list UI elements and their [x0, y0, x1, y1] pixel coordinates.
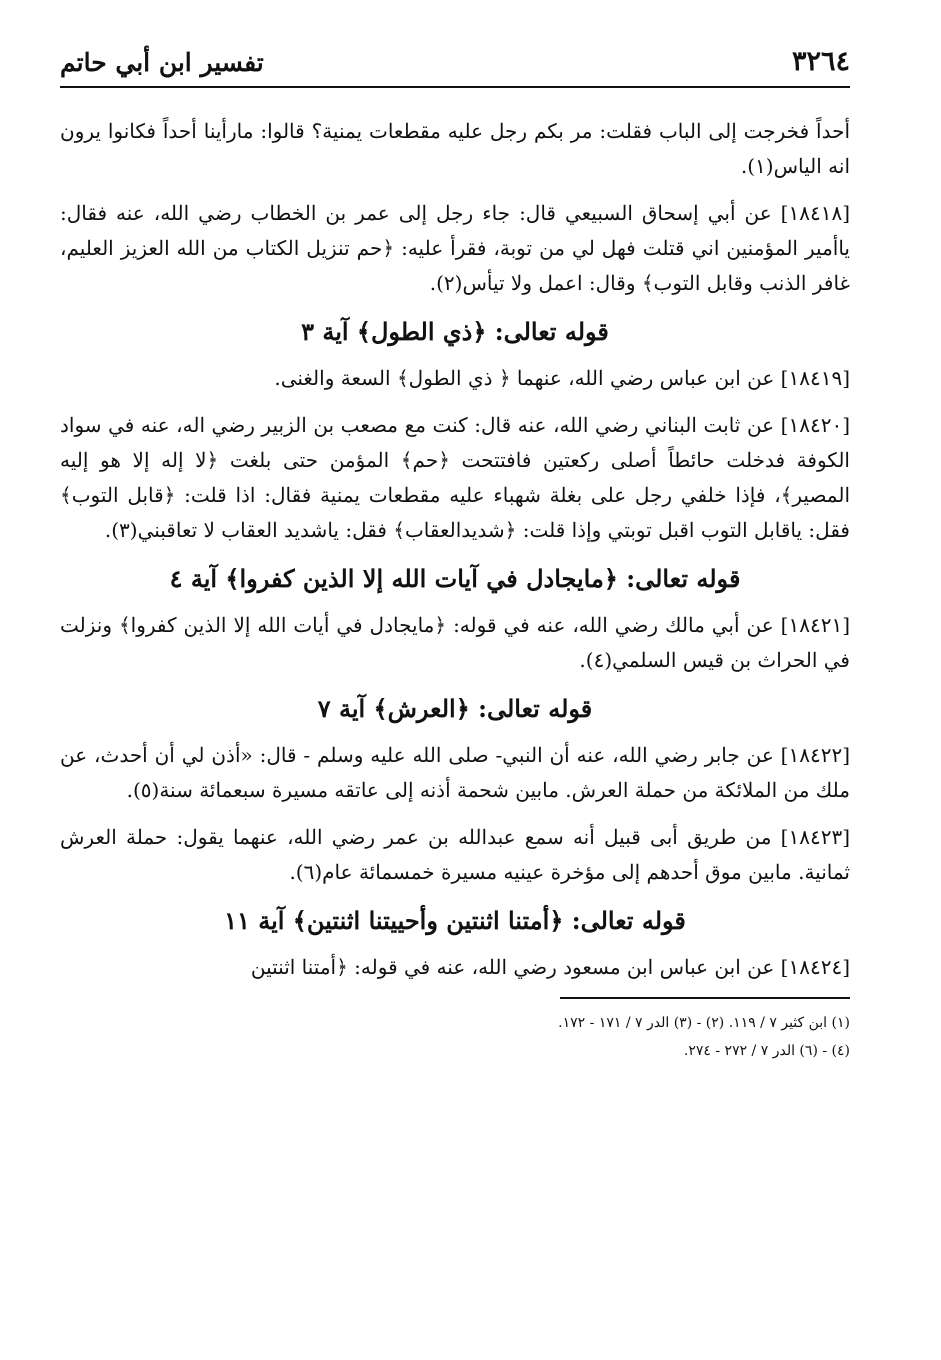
page — [60, 40, 850, 1065]
paragraph: [١٨٤١٨] عن أبي إسحاق السبيعي قال: جاء رجل إلى عمر بن الخطاب رضي الله، عنه فقال: ياأمير المؤمنين اني قتلت فهل لي من توبة، فقرأ عليه: ﴿حم تنزيل الكتاب من الله العزيز العليم، غافر الذنب وقابل التوب﴾ وقال: اعمل ولا تيأس(٢). — [60, 201, 850, 295]
paragraph: [١٨٤٢٣] من طريق أبى قبيل أنه سمع عبدالله بن عمر رضي الله، عنهما يقول: حملة العرش ثمانية. مابين موق أحدهم إلى مؤخرة عينيه مسيرة خمسمائة عام(٦). — [60, 825, 850, 884]
paragraph: [١٨٤٢٢] عن جابر رضي الله، عنه أن النبي- صلى الله عليه وسلم - قال: «أذن لي أن أحدث، عن ملك من الملائكة من حملة العرش. مابين شحمة أذنه إلى عاتقه مسيرة سبعمائة سنة(٥). — [60, 743, 850, 802]
footnotes — [60, 1009, 850, 1065]
paragraph: أحداً فخرجت إلى الباب فقلت: مر بكم رجل عليه مقطعات يمنية؟ قالوا: مارأينا أحداً فكانوا يرون انه الياس(١). — [60, 119, 850, 178]
section-heading: قوله تعالى: ﴿مايجادل في آيات الله إلا الذين كفروا﴾ آية ٤ — [169, 564, 741, 593]
footnote-line: (١) ابن كثير ٧ / ١١٩. (٢) - (٣) الدر ٧ / ١٧١ - ١٧٢. — [558, 1015, 850, 1031]
page-header — [60, 40, 850, 90]
section-heading: قوله تعالى: ﴿أمتنا اثنتين وأحييتنا اثنتين﴾ آية ١١ — [224, 906, 686, 935]
paragraph: [١٨٤٢٤] عن ابن عباس ابن مسعود رضي الله، عنه في قوله: ﴿أمتنا اثنتين — [250, 955, 850, 979]
paragraph: [١٨٤٢٠] عن ثابت البناني رضي الله، عنه قال: كنت مع مصعب بن الزبير رضي اله، عنه في سواد الكوفة فدخلت حائطاً أصلى ركعتين فافتتحت ﴿حم﴾ المؤمن حتى بلغت ﴿لا إله إلا هو إليه المصير﴾، فإذا خلفي رجل على بغلة شهباء عليه مقطعات يمنية فقال: اذا قلت: ﴿قابل التوب﴾ فقل: ياقابل التوب اقبل توبتي وإذا قلت: ﴿شديدالعقاب﴾ فقل: ياشديد العقاب لا تعاقبني(٣). — [60, 413, 850, 542]
paragraph: [١٨٤١٩] عن ابن عباس رضي الله، عنهما ﴿ ذي الطول﴾ السعة والغنى. — [274, 366, 850, 390]
page-body — [60, 114, 850, 985]
header-divider — [60, 86, 850, 88]
footnote-line: (٤) - (٦) الدر ٧ / ٢٧٢ - ٢٧٤. — [683, 1043, 850, 1059]
paragraph: [١٨٤٢١] عن أبي مالك رضي الله، عنه في قوله: ﴿مايجادل في أيات الله إلا الذين كفروا﴾ ونزلت في الحراث بن قيس السلمي(٤). — [60, 613, 850, 672]
section-heading: قوله تعالى: ﴿ذي الطول﴾ آية ٣ — [301, 317, 609, 346]
section-heading: قوله تعالى: ﴿العرش﴾ آية ٧ — [317, 694, 593, 723]
page-number: ٣٢٦٤ — [791, 46, 850, 77]
book-title: تفسير ابن أبي حاتم — [60, 48, 264, 77]
footnote-divider — [560, 997, 850, 999]
